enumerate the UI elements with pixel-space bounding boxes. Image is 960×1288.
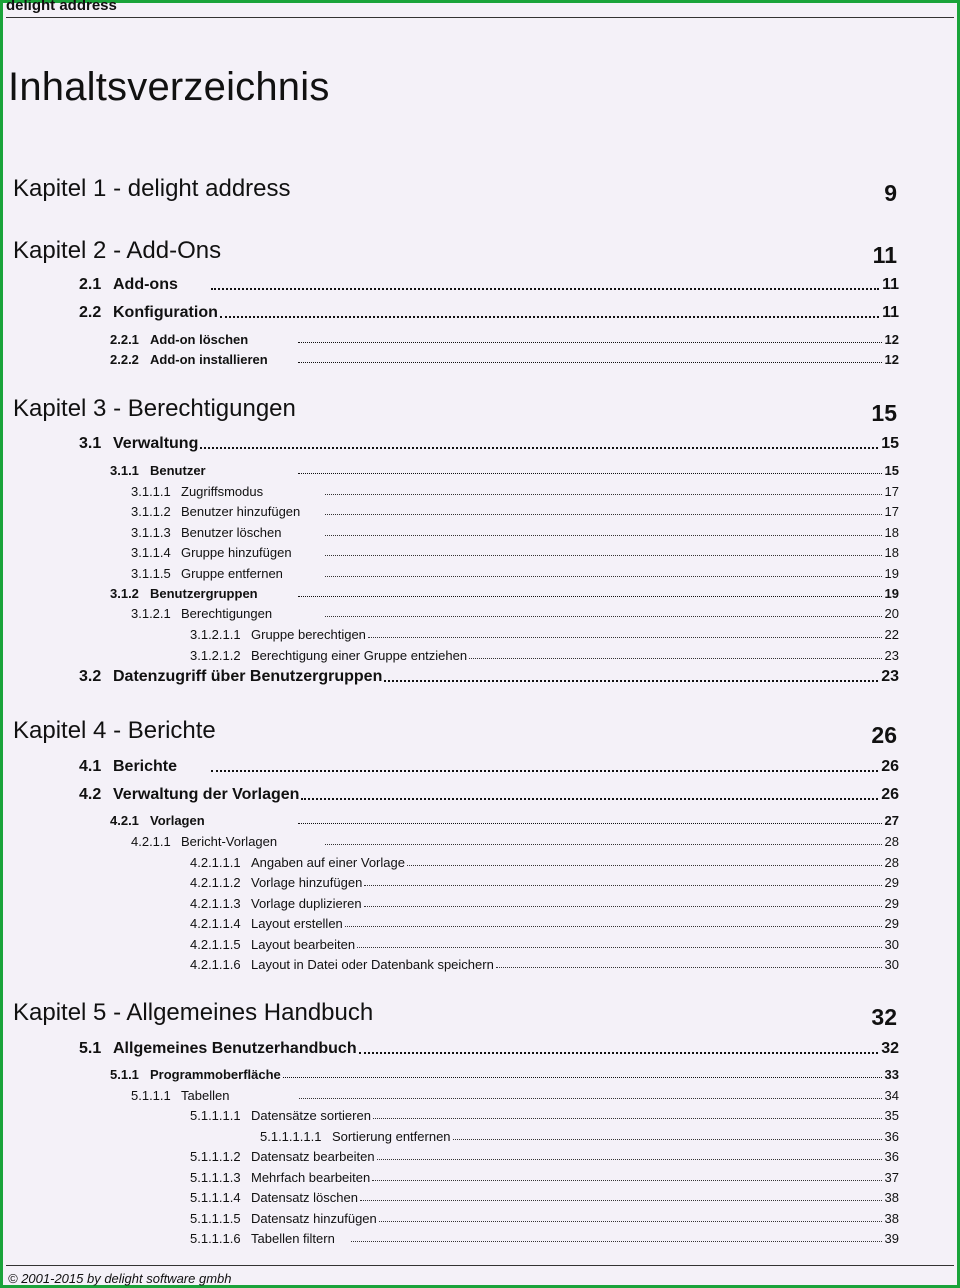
toc-entry[interactable] <box>190 1231 899 1246</box>
entry-label: Tabellen <box>181 1088 230 1103</box>
entry-page-number: 19 <box>884 586 899 601</box>
toc-entry[interactable] <box>79 668 899 686</box>
entry-page-number: 30 <box>884 937 899 952</box>
chapter-title: Kapitel 5 - Allgemeines Handbuch <box>13 999 374 1026</box>
entry-label: Allgemeines Benutzerhandbuch <box>113 1040 357 1057</box>
entry-label: Benutzer <box>150 463 206 478</box>
chapter-page-number: 26 <box>871 722 897 748</box>
dot-leader <box>325 555 882 556</box>
entry-number: 5.1.1.1.2 <box>190 1149 241 1164</box>
entry-label: Layout bearbeiten <box>251 937 356 952</box>
toc-entry[interactable] <box>110 586 899 601</box>
entry-label: Layout in Datei oder Datenbank speichern <box>251 957 494 972</box>
dot-leader <box>298 473 882 474</box>
dot-leader <box>351 1241 882 1242</box>
toc-entry[interactable] <box>260 1129 899 1144</box>
entry-page-number: 22 <box>884 627 899 642</box>
chapter-page-number: 9 <box>884 180 897 206</box>
toc-entry[interactable] <box>131 484 899 499</box>
entry-number: 4.2.1.1.6 <box>190 957 241 972</box>
entry-page-number: 37 <box>884 1170 899 1185</box>
entry-page-number: 28 <box>884 834 899 849</box>
toc-entry[interactable] <box>190 875 899 890</box>
entry-label: Programmoberfläche <box>150 1067 281 1082</box>
dot-leader <box>301 798 878 800</box>
dot-leader <box>298 342 882 343</box>
toc-entry[interactable] <box>190 1149 899 1164</box>
entry-number: 3.1.1.4 <box>131 545 171 560</box>
entry-page-number: 18 <box>884 525 899 540</box>
toc-entry[interactable] <box>131 525 899 540</box>
entry-number: 2.1 <box>79 276 102 293</box>
entry-number: 5.1.1.1.3 <box>190 1170 241 1185</box>
dot-leader <box>384 680 878 682</box>
toc-entry[interactable] <box>190 957 899 972</box>
entry-number: 3.1.2.1.1 <box>190 627 241 642</box>
toc-entry[interactable] <box>110 463 899 478</box>
entry-number: 3.2 <box>79 668 102 685</box>
entry-label: Add-on installieren <box>150 352 268 367</box>
entry-page-number: 26 <box>881 758 899 775</box>
entry-page-number: 19 <box>884 566 899 581</box>
chapter-page-number: 11 <box>872 242 897 268</box>
toc-entry[interactable] <box>190 855 899 870</box>
entry-page-number: 36 <box>884 1129 899 1144</box>
entry-label: Gruppe berechtigen <box>251 627 366 642</box>
entry-page-number: 35 <box>884 1108 899 1123</box>
dot-leader <box>379 1221 882 1222</box>
entry-label: Vorlage hinzufügen <box>251 875 363 890</box>
dot-leader <box>325 535 882 536</box>
entry-number: 2.2.1 <box>110 332 139 347</box>
entry-page-number: 17 <box>884 504 899 519</box>
chapter-title: Kapitel 1 - delight address <box>13 175 291 202</box>
dot-leader <box>325 616 882 617</box>
entry-label: Verwaltung <box>113 435 199 452</box>
copyright-footer: © 2001-2015 by delight software gmbh <box>8 1271 232 1286</box>
entry-label: Zugriffsmodus <box>181 484 264 499</box>
entry-page-number: 23 <box>881 668 899 685</box>
entry-label: Datensatz löschen <box>251 1190 358 1205</box>
entry-page-number: 38 <box>884 1211 899 1226</box>
toc-entry[interactable] <box>131 545 899 560</box>
toc-entry[interactable] <box>190 1190 899 1205</box>
entry-label: Benutzer löschen <box>181 525 282 540</box>
entry-number: 4.1 <box>79 758 102 775</box>
entry-number: 5.1.1.1.4 <box>190 1190 241 1205</box>
dot-leader <box>325 514 882 515</box>
dot-leader <box>360 1200 882 1201</box>
toc-entry[interactable] <box>190 648 899 663</box>
entry-page-number: 32 <box>881 1040 899 1057</box>
entry-page-number: 18 <box>884 545 899 560</box>
entry-number: 5.1.1.1.1 <box>190 1108 241 1123</box>
dot-leader <box>359 1052 879 1054</box>
entry-number: 3.1.2 <box>110 586 139 601</box>
entry-page-number: 39 <box>884 1231 899 1246</box>
entry-label: Benutzer hinzufügen <box>181 504 301 519</box>
entry-number: 3.1.2.1.2 <box>190 648 241 663</box>
running-header: delight address <box>6 0 117 14</box>
entry-label: Gruppe entfernen <box>181 566 283 581</box>
entry-page-number: 12 <box>884 332 899 347</box>
dot-leader <box>298 362 882 363</box>
entry-label: Konfiguration <box>113 304 218 321</box>
toc-entry[interactable] <box>110 352 899 367</box>
entry-page-number: 28 <box>884 855 899 870</box>
entry-number: 3.1.1.1 <box>131 484 171 499</box>
entry-number: 2.2.2 <box>110 352 139 367</box>
entry-label: Datensatz hinzufügen <box>251 1211 377 1226</box>
entry-label: Vorlage duplizieren <box>251 896 362 911</box>
entry-label: Add-on löschen <box>150 332 249 347</box>
entry-page-number: 23 <box>884 648 899 663</box>
chapter-title: Kapitel 4 - Berichte <box>13 717 216 744</box>
entry-label: Berechtigungen <box>181 606 273 621</box>
footer-rule <box>6 1265 954 1266</box>
entry-number: 4.2.1 <box>110 813 139 828</box>
entry-label: Sortierung entfernen <box>332 1129 451 1144</box>
dot-leader <box>345 926 882 927</box>
dot-leader <box>298 596 882 597</box>
entry-number: 5.1 <box>79 1040 102 1057</box>
entry-label: Datenzugriff über Benutzergruppen <box>113 668 383 685</box>
entry-number: 3.1.2.1 <box>131 606 171 621</box>
dot-leader <box>299 1098 882 1099</box>
toc-entry[interactable] <box>110 1067 899 1082</box>
dot-leader <box>325 844 882 845</box>
entry-label: Layout erstellen <box>251 916 343 931</box>
chapter-page-number: 15 <box>871 400 897 426</box>
dot-leader <box>364 906 882 907</box>
entry-number: 3.1.1.5 <box>131 566 171 581</box>
dot-leader <box>364 885 881 886</box>
table-of-contents <box>3 3 957 1285</box>
entry-number: 4.2.1.1.1 <box>190 855 241 870</box>
entry-page-number: 11 <box>882 276 899 293</box>
entry-label: Berichte <box>113 758 178 775</box>
dot-leader <box>469 658 881 659</box>
entry-number: 4.2.1.1.2 <box>190 875 241 890</box>
entry-page-number: 27 <box>884 813 899 828</box>
entry-number: 4.2.1.1.4 <box>190 916 241 931</box>
entry-page-number: 26 <box>881 786 899 803</box>
dot-leader <box>453 1139 882 1140</box>
entry-label: Tabellen filtern <box>251 1231 335 1246</box>
dot-leader <box>368 637 882 638</box>
entry-label: Berechtigung einer Gruppe entziehen <box>251 648 468 663</box>
entry-page-number: 17 <box>884 484 899 499</box>
dot-leader <box>407 865 882 866</box>
entry-number: 5.1.1.1.1.1 <box>260 1129 322 1144</box>
entry-label: Mehrfach bearbeiten <box>251 1170 371 1185</box>
page-title: Inhaltsverzeichnis <box>8 65 330 109</box>
dot-leader <box>496 967 882 968</box>
entry-page-number: 20 <box>884 606 899 621</box>
toc-entry[interactable] <box>79 1040 899 1058</box>
entry-number: 4.2.1.1 <box>131 834 171 849</box>
entry-number: 3.1.1.3 <box>131 525 171 540</box>
entry-page-number: 11 <box>882 304 899 321</box>
entry-label: Gruppe hinzufügen <box>181 545 292 560</box>
toc-entry[interactable] <box>79 758 899 776</box>
dot-leader <box>325 576 882 577</box>
entry-page-number: 29 <box>884 875 899 890</box>
entry-number: 5.1.1.1.5 <box>190 1211 241 1226</box>
toc-entry[interactable] <box>190 1108 899 1123</box>
entry-number: 5.1.1 <box>110 1067 139 1082</box>
entry-number: 3.1.1 <box>110 463 139 478</box>
dot-leader <box>200 447 878 449</box>
entry-label: Datensätze sortieren <box>251 1108 371 1123</box>
dot-leader <box>377 1159 882 1160</box>
toc-entry[interactable] <box>190 937 899 952</box>
chapter-page-number: 32 <box>871 1004 897 1030</box>
toc-entry[interactable] <box>131 1088 899 1103</box>
entry-label: Datensatz bearbeiten <box>251 1149 375 1164</box>
entry-page-number: 29 <box>884 916 899 931</box>
entry-page-number: 15 <box>881 435 899 452</box>
toc-entry[interactable] <box>190 1170 899 1185</box>
chapter-title: Kapitel 2 - Add-Ons <box>13 237 222 264</box>
toc-entry[interactable] <box>131 504 899 519</box>
toc-entry[interactable] <box>110 813 899 828</box>
entry-page-number: 12 <box>884 352 899 367</box>
dot-leader <box>211 288 879 290</box>
entry-number: 4.2.1.1.5 <box>190 937 241 952</box>
entry-page-number: 38 <box>884 1190 899 1205</box>
dot-leader <box>298 823 882 824</box>
chapter-title: Kapitel 3 - Berechtigungen <box>13 395 296 422</box>
entry-number: 2.2 <box>79 304 102 321</box>
toc-entry[interactable] <box>131 566 899 581</box>
toc-entry[interactable] <box>190 627 899 642</box>
entry-page-number: 15 <box>884 463 899 478</box>
toc-entry[interactable] <box>190 916 899 931</box>
dot-leader <box>357 947 881 948</box>
entry-number: 5.1.1.1 <box>131 1088 171 1103</box>
entry-label: Benutzergruppen <box>150 586 258 601</box>
entry-number: 3.1.1.2 <box>131 504 171 519</box>
toc-entry[interactable] <box>110 332 899 347</box>
entry-label: Bericht-Vorlagen <box>181 834 278 849</box>
dot-leader <box>372 1180 881 1181</box>
dot-leader <box>220 316 879 318</box>
entry-page-number: 30 <box>884 957 899 972</box>
entry-label: Angaben auf einer Vorlage <box>251 855 405 870</box>
entry-page-number: 29 <box>884 896 899 911</box>
toc-entry[interactable] <box>190 896 899 911</box>
dot-leader <box>325 494 882 495</box>
toc-entry[interactable] <box>131 834 899 849</box>
entry-number: 4.2 <box>79 786 102 803</box>
toc-entry[interactable] <box>131 606 899 621</box>
entry-label: Vorlagen <box>150 813 205 828</box>
entry-number: 3.1 <box>79 435 102 452</box>
toc-entry[interactable] <box>79 276 899 294</box>
entry-label: Verwaltung der Vorlagen <box>113 786 300 803</box>
toc-entry[interactable] <box>79 435 899 453</box>
toc-entry[interactable] <box>190 1211 899 1226</box>
entry-number: 4.2.1.1.3 <box>190 896 241 911</box>
dot-leader <box>373 1118 882 1119</box>
dot-leader <box>283 1077 882 1078</box>
toc-entry[interactable] <box>79 786 899 804</box>
entry-number: 5.1.1.1.6 <box>190 1231 241 1246</box>
dot-leader <box>211 770 878 772</box>
toc-entry[interactable] <box>79 304 899 322</box>
entry-page-number: 36 <box>884 1149 899 1164</box>
entry-page-number: 33 <box>884 1067 899 1082</box>
entry-page-number: 34 <box>884 1088 899 1103</box>
entry-label: Add-ons <box>113 276 178 293</box>
